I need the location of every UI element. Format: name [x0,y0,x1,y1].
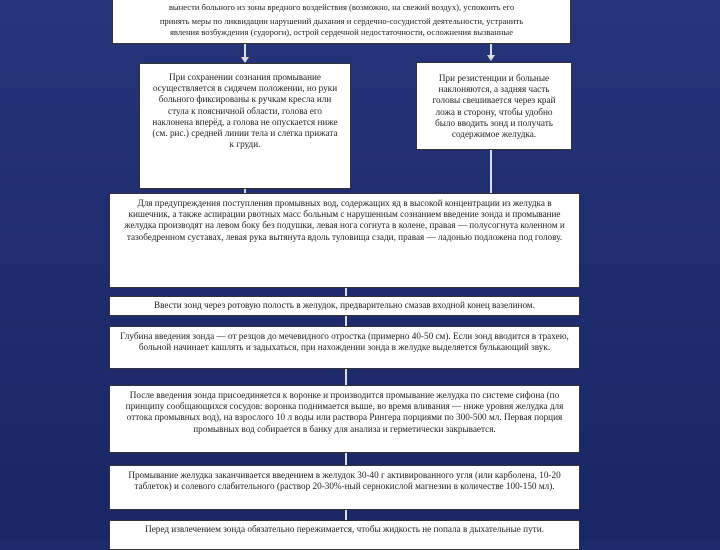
insert-tube-box [109,296,580,316]
connector-7-to-8 [345,510,347,520]
connector-6-to-7 [345,453,347,465]
top-line-3: явления возбуждения (судороги), острой сердечной недостаточности, осложнения вызванные [169,26,514,37]
connector-3-to-4 [345,288,347,296]
left-position-box [139,63,351,189]
tube-removal-box [109,520,580,550]
right-position-box [416,62,572,150]
connector-4-to-5 [345,316,347,326]
connector-top-left [244,44,246,58]
insert-tube-text: Ввести зонд через ротовую полость в желудок, предварительно смазав входной конец вазелином. [154,300,535,310]
lavage-finish-box [109,465,580,510]
tube-removal-text: Перед извлечением зонда обязательно пережимается, чтобы жидкость не попала в дыхательные пути. [145,524,544,534]
top-line-1: вынести больного из зоны вредного воздействия (возможно, на свежий воздух), успокоить его [168,2,515,12]
prevention-instruction-box [109,193,580,288]
top-line-2: принять меры по ликвидации нарушений дыхания и сердечно-сосудистой деятельности, устранить [159,16,524,27]
tube-depth-box [109,326,580,369]
lavage-process-box [109,385,580,453]
prevention-instruction-text: Для предупреждения поступления промывных вод, содержащих яд в высокой концентрации из желудка в кишечник, а также аспирации рвотных масс больным с нарушенным сознанием введение зонда и промывание желудка производят на левом боку без подушки, левая нога согнута в колене, правая — полусогнута коленном и тазобедренном суставах, левая рука вытянута вдоль туловища сзади, правая — ладонью подложена под голову. [124,198,565,242]
arrow-top-right [487,55,495,61]
lavage-finish-text: Промывание желудка заканчивается введением в желудок 30-40 г активированного угля (или карболена, 10-20 таблеток) и солевого слабительного (раствор 20-30%-ный сернокислой магнезии в количестве 100-150 мл). [128,470,561,492]
connector-5-to-6 [345,369,347,385]
tube-depth-text: Глубина введения зонда — от резцов до мечевидного отростка (примерно 40-50 см). Если зонд вводится в трахею, больной начинает кашлять и задыхаться, при нахождении зонда в желудке выделяется булькающий звук. [120,331,569,353]
lavage-process-text: После введения зонда присоединяется к воронке и производится промывание желудка по системе сифона (по принципу сообщающихся сосудов: воронка поднимается выше, во время вливания — ниже уровня желудка для оттока промывных вод), на взрослого 10 л воды или раствора Рингера порциями по 300-500 мл. Первая порция промывных вод собирается в банку для анализа и герметически закрывается. [125,390,564,434]
left-position-text: При сохранении сознания промывание осуществляется в сидячем положении, но руки больного фиксированы к ручкам кресла или стула к поясничной области, голова его наклонена вперёд, а голова не опускается ниже (см. рис.) средней линии тела и слегка прижата к груди. [152,72,338,150]
top-instruction-box [112,0,571,44]
right-position-text: При резистенции и больные наклоняются, а задняя часть головы свешивается через край ложа в сторону, чтобы удобно было вводить зонд и получать содержимое желудка. [432,73,556,140]
connector-right-to-3 [490,150,492,193]
